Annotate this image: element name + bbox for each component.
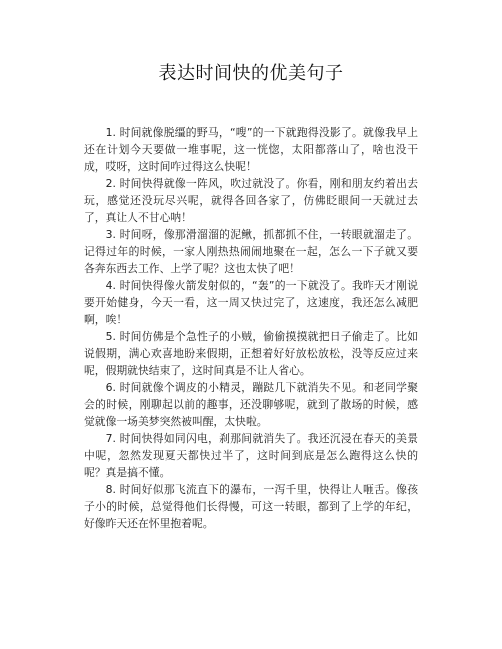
document-title: 表达时间快的优美句子 (158, 63, 344, 84)
paragraph-4: 4. 时间快得像火箭发射似的，“轰”的一下就没了。我昨天才刚说要开始健身，今天一看，这一周又快过完了，这速度，我还怎么减肥啊，唉！ (84, 279, 418, 326)
paragraph-3: 3. 时间呀，像那滑溜溜的泥鳅，抓都抓不住，一转眼就溜走了。记得过年的时候，一家人刚热热闹闹地聚在一起，怎么一下子就又要各奔东西去工作、上学了呢？这也太快了吧！ (84, 228, 418, 275)
paragraph-1: 1. 时间就像脱缰的野马，“嗖”的一下就跑得没影了。就像我早上还在计划今天要做一堆事呢，这一恍惚，太阳都落山了，啥也没干成，哎呀，这时间咋过得这么快呢！ (84, 126, 418, 173)
paragraph-7: 7. 时间快得如同闪电，刹那间就消失了。我还沉浸在春天的美景中呢，忽然发现夏天都快过半了，这时间到底是怎么跑得这么快的呢？真是搞不懂。 (84, 432, 418, 479)
paragraph-2: 2. 时间快得就像一阵风，吹过就没了。你看，刚和朋友约着出去玩，感觉还没玩尽兴呢，就得各回各家了，仿佛眨眼间一天就过去了，真让人不甘心呐！ (84, 177, 418, 224)
document-body (84, 124, 418, 532)
paragraph-5: 5. 时间仿佛是个急性子的小贼，偷偷摸摸就把日子偷走了。比如说假期，满心欢喜地盼来假期，正想着好好放松放松，没等反应过来呢，假期就快结束了，这时间真是不让人省心。 (84, 330, 418, 377)
paragraph-8: 8. 时间好似那飞流直下的瀑布，一泻千里，快得让人咂舌。像孩子小的时候，总觉得他们长得慢，可这一转眼，都到了上学的年纪，好像昨天还在怀里抱着呢。 (84, 483, 418, 530)
paragraph-6: 6. 时间就像个调皮的小精灵，蹦跶几下就消失不见。和老同学聚会的时候，刚聊起以前的趣事，还没聊够呢，就到了散场的时候，感觉就像一场美梦突然被叫醒，太快啦。 (84, 381, 418, 428)
